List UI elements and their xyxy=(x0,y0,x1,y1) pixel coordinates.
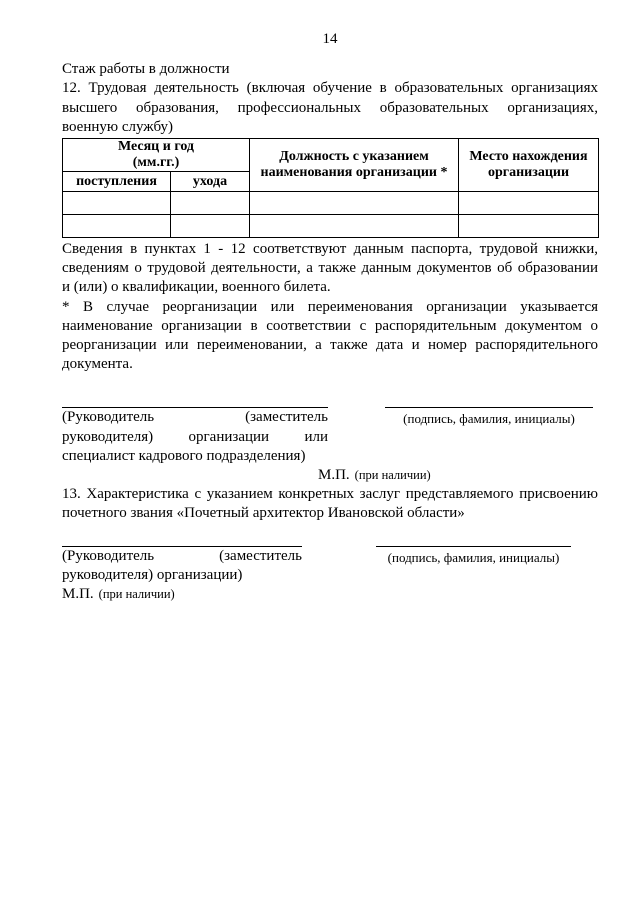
table-header-arrival: поступления xyxy=(63,172,171,192)
page-number: 14 xyxy=(322,31,338,47)
stamp-note: (при наличии) xyxy=(98,587,175,602)
stamp-line-2 xyxy=(62,585,598,604)
table-cell-empty xyxy=(250,192,459,215)
stamp-note: (при наличии) xyxy=(354,468,431,483)
text-line: и (или) о квалификации, военного билета. xyxy=(62,279,331,296)
table-header-departure: ухода xyxy=(171,172,250,192)
text-line: реорганизации или переименовании, а также дата и номер распорядительного xyxy=(62,337,598,354)
signature-block-2 xyxy=(62,546,598,585)
table-header-line: организации xyxy=(487,165,570,181)
table-row xyxy=(63,192,599,215)
table-header-line: наименования организации * xyxy=(260,165,448,181)
table-header-line: (мм.гг.) xyxy=(132,155,180,171)
table-cell-empty xyxy=(63,215,171,238)
text-line: военную службу) xyxy=(62,118,173,135)
signature-label-line: (Руководитель (заместитель xyxy=(62,547,302,564)
text-line: Сведения в пунктах 1 - 12 соответствуют данным паспорта, трудовой книжки, xyxy=(62,241,598,258)
stazh-line: Стаж работы в должности xyxy=(62,61,230,78)
table-cell-empty xyxy=(250,215,459,238)
table-cell-empty xyxy=(459,215,599,238)
text-line: наименование организации в соответствии с распорядительным документом о xyxy=(62,317,598,334)
text-line: 13. Характеристика с указанием конкретных заслуг представляемого присвоению xyxy=(62,486,598,503)
signature-right-column xyxy=(385,407,593,426)
text-line: высшего образования, профессиональных образовательных организациях, xyxy=(62,99,598,116)
paragraph-13 xyxy=(62,485,598,523)
signature-block-1 xyxy=(62,407,598,466)
table-header-location xyxy=(459,139,599,192)
paragraph-12 xyxy=(62,79,598,137)
table-row xyxy=(63,215,599,238)
text-line: 12. Трудовая деятельность (включая обучение в образовательных организациях xyxy=(62,80,598,97)
signature-label-line: руководителя) организации) xyxy=(62,566,243,583)
paragraph-svedeniya xyxy=(62,240,598,298)
table-cell-empty xyxy=(171,215,250,238)
signature-caption: (подпись, фамилия, инициалы) xyxy=(403,411,575,427)
text-line: документа. xyxy=(62,356,133,373)
table-header-line: Месяц и год xyxy=(117,139,195,155)
signature-label-line: руководителя) организации или xyxy=(62,428,328,445)
stamp-abbr: М.П. xyxy=(62,586,94,603)
stamp-abbr: М.П. xyxy=(318,467,350,484)
document-content xyxy=(62,60,598,604)
signature-caption: (подпись, фамилия, инициалы) xyxy=(387,549,560,565)
table-header-month-year xyxy=(63,139,250,172)
signature-label-line: специалист кадрового подразделения) xyxy=(62,447,306,464)
stamp-line-1 xyxy=(318,466,598,485)
signature-right-column xyxy=(376,546,571,565)
signature-left-column xyxy=(62,546,302,585)
table-header-line: Должность с указанием xyxy=(279,149,429,165)
footnote-paragraph xyxy=(62,298,598,375)
table-header-line: Место нахождения xyxy=(469,149,588,165)
text-line: * В случае реорганизации или переименования организации указывается xyxy=(62,298,598,315)
text-line: сведениям о трудовой деятельности, а также данным документов об образовании xyxy=(62,260,598,277)
table-cell-empty xyxy=(63,192,171,215)
table-header-position xyxy=(250,139,459,192)
text-line: почетного звания «Почетный архитектор Ивановской области» xyxy=(62,505,465,522)
table-cell-empty xyxy=(171,192,250,215)
work-history-table xyxy=(62,138,599,238)
table-cell-empty xyxy=(459,192,599,215)
signature-left-column xyxy=(62,407,328,466)
signature-label-line: (Руководитель (заместитель xyxy=(62,409,328,426)
